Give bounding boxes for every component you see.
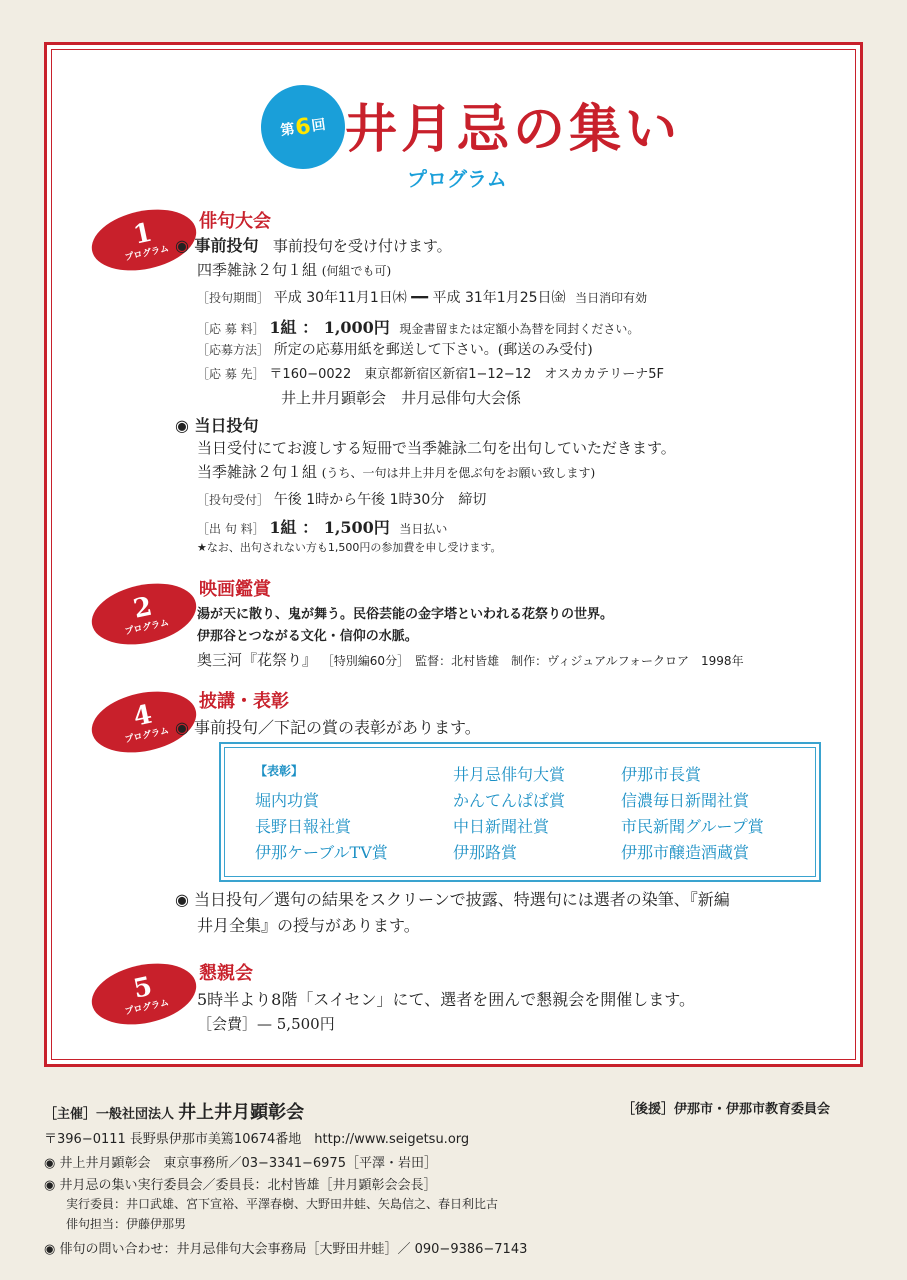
awards-pre-line: ◉ 事前投句／下記の賞の表彰があります。 xyxy=(175,718,481,737)
award-item: 堀内功賞 xyxy=(255,791,320,810)
award-item: 伊那ケーブルTV賞 xyxy=(255,843,388,862)
award-item: 中日新聞社賞 xyxy=(453,817,550,836)
program-label: プログラム xyxy=(123,617,170,637)
day-submit-heading: ◉ 当日投句 xyxy=(175,416,259,435)
party-fee: ［会費］— 5,500円 xyxy=(197,1015,335,1033)
day-fee-text: 1組 ： 1,500円 xyxy=(269,518,390,537)
day-fee-row xyxy=(197,515,447,538)
accept-text: 午後 1時から午後 1時30分 締切 xyxy=(273,492,487,508)
period-label: ［投句期間］ xyxy=(197,291,270,305)
program-number: 5 xyxy=(130,971,155,1005)
party-desc: 5時半より8階「スイセン」にて、選者を囲んで懇親会を開催します。 xyxy=(197,990,695,1009)
film-desc-1: 湯が天に散り、鬼が舞う。民俗芸能の金字塔といわれる花祭りの世界。 xyxy=(197,607,614,622)
accept-row xyxy=(197,489,486,509)
award-item: 伊那市長賞 xyxy=(621,765,702,784)
pre-rule-note: (何組でも可) xyxy=(321,264,392,278)
accept-label: ［投句受付］ xyxy=(197,493,270,507)
award-item: 井月忌俳句大賞 xyxy=(453,765,566,784)
program-number: 4 xyxy=(130,699,155,733)
film-info-row xyxy=(197,649,744,670)
awards-day-line-1: ◉ 当日投句／選句の結果をスクリーンで披露、特選句には選者の染筆、『新編 xyxy=(175,890,730,909)
period-note: 当日消印有効 xyxy=(575,291,648,305)
program-number: 1 xyxy=(130,217,155,251)
address-text: 〒160−0022 東京都新宿区新宿1−12−12 オスカカテリーナ5F xyxy=(269,367,664,382)
section-title-awards: 披講・表彰 xyxy=(199,691,289,712)
film-desc-2: 伊那谷とつながる文化・信仰の水脈。 xyxy=(197,629,418,644)
haiku-contact: ◉ 俳句の問い合わせ：井月忌俳句大会事務局［大野田井蛙］／ 090−9386−7143 xyxy=(44,1242,528,1257)
section-title-haiku: 俳句大会 xyxy=(199,211,271,232)
fee-row xyxy=(197,315,639,338)
host-address: 〒396−0111 長野県伊那市美篶10674番地 http://www.seigetsu.org xyxy=(44,1132,470,1147)
method-row xyxy=(197,339,593,359)
fee-text: 1組 ： 1,000円 xyxy=(269,318,390,337)
fee-note: 現金書留または定額小為替を同封ください。 xyxy=(399,322,640,336)
day-rule-note: (うち、一句は井上井月を偲ぶ句をお願い致します) xyxy=(321,466,596,480)
committee: ◉ 井月忌の集い実行委員会／委員長：北村皆雄［井月顕彰会会長］ xyxy=(44,1178,437,1193)
pre-submit-desc: 事前投句を受け付けます。 xyxy=(272,237,452,255)
fee-label: ［応 募 料］ xyxy=(197,322,265,336)
section-title-film: 映画鑑賞 xyxy=(199,579,271,600)
section-title-party: 懇親会 xyxy=(199,963,253,984)
method-label: ［応募方法］ xyxy=(197,343,270,357)
host-label: ［主催］一般社団法人 xyxy=(44,1107,175,1122)
pre-submit-row xyxy=(175,233,452,256)
method-text: 所定の応募用紙を郵送して下さい。(郵送のみ受付) xyxy=(273,342,593,358)
pre-rule: 四季雑詠２句１組 xyxy=(197,261,318,279)
address-row xyxy=(197,363,664,382)
period-text: 平成 30年11月1日㈭ ━━ 平成 31年1月25日㈮ xyxy=(273,290,566,306)
award-item: 長野日報社賞 xyxy=(255,817,352,836)
host-row xyxy=(44,1098,304,1124)
host-name: 井上井月顕彰会 xyxy=(178,1102,305,1123)
address-label: ［応 募 先］ xyxy=(197,367,265,381)
day-fee-label: ［出 句 料］ xyxy=(197,522,265,536)
award-item: 信濃毎日新聞社賞 xyxy=(621,791,750,810)
award-item: 伊那路賞 xyxy=(453,843,518,862)
program-label: プログラム xyxy=(123,725,170,745)
period-row xyxy=(197,287,647,307)
day-fee-note: 当日払い xyxy=(399,522,448,536)
program-number: 2 xyxy=(130,591,155,625)
pre-submit-heading: ◉ 事前投句 xyxy=(175,236,259,255)
committee-members: 実行委員：井口武雄、宮下宣裕、平澤春樹、大野田井蛙、矢島信之、春日利比古 xyxy=(66,1197,499,1211)
award-item: 市民新聞グループ賞 xyxy=(621,817,764,836)
page-title: 井月忌の集い xyxy=(345,99,682,160)
participation-note: ★なお、出句されない方も1,500円の参加費を申し受けます。 xyxy=(197,541,502,554)
address-line2: 井上井月顕彰会 井月忌俳句大会係 xyxy=(281,389,522,407)
program-frame xyxy=(44,42,863,1067)
program-label: プログラム xyxy=(123,243,170,263)
edition-prefix: 第 xyxy=(279,121,296,140)
award-item: 伊那市醸造酒蔵賞 xyxy=(621,843,750,862)
page-subtitle: プログラム xyxy=(407,167,507,191)
program-label: プログラム xyxy=(123,997,170,1017)
awards-box xyxy=(219,742,821,882)
pre-rule-row xyxy=(197,259,391,280)
day-submit-desc: 当日受付にてお渡しする短冊で当季雑詠二句を出句していただきます。 xyxy=(197,439,676,457)
edition-number: 6 xyxy=(293,113,313,141)
awards-day-line-2: 井月全集』の授与があります。 xyxy=(197,916,420,935)
awards-label: 【表彰】 xyxy=(255,764,304,778)
edition-suffix: 回 xyxy=(310,116,327,135)
haiku-lead: 俳句担当：伊藤伊那男 xyxy=(66,1217,187,1231)
film-title: 奥三河『花祭り』 xyxy=(197,651,318,669)
day-rule: 当季雑詠２句１組 xyxy=(197,463,318,481)
award-item: かんてんぱぱ賞 xyxy=(453,791,566,810)
tokyo-office: ◉ 井上井月顕彰会 東京事務所／03−3341−6975［平澤・岩田］ xyxy=(44,1156,437,1171)
day-rule-row xyxy=(197,461,595,482)
support-org: ［後援］伊那市・伊那市教育委員会 xyxy=(622,1102,831,1117)
film-note: ［特別編60分］ 監督：北村皆雄 制作：ヴィジュアルフォークロア 1998年 xyxy=(321,654,744,668)
